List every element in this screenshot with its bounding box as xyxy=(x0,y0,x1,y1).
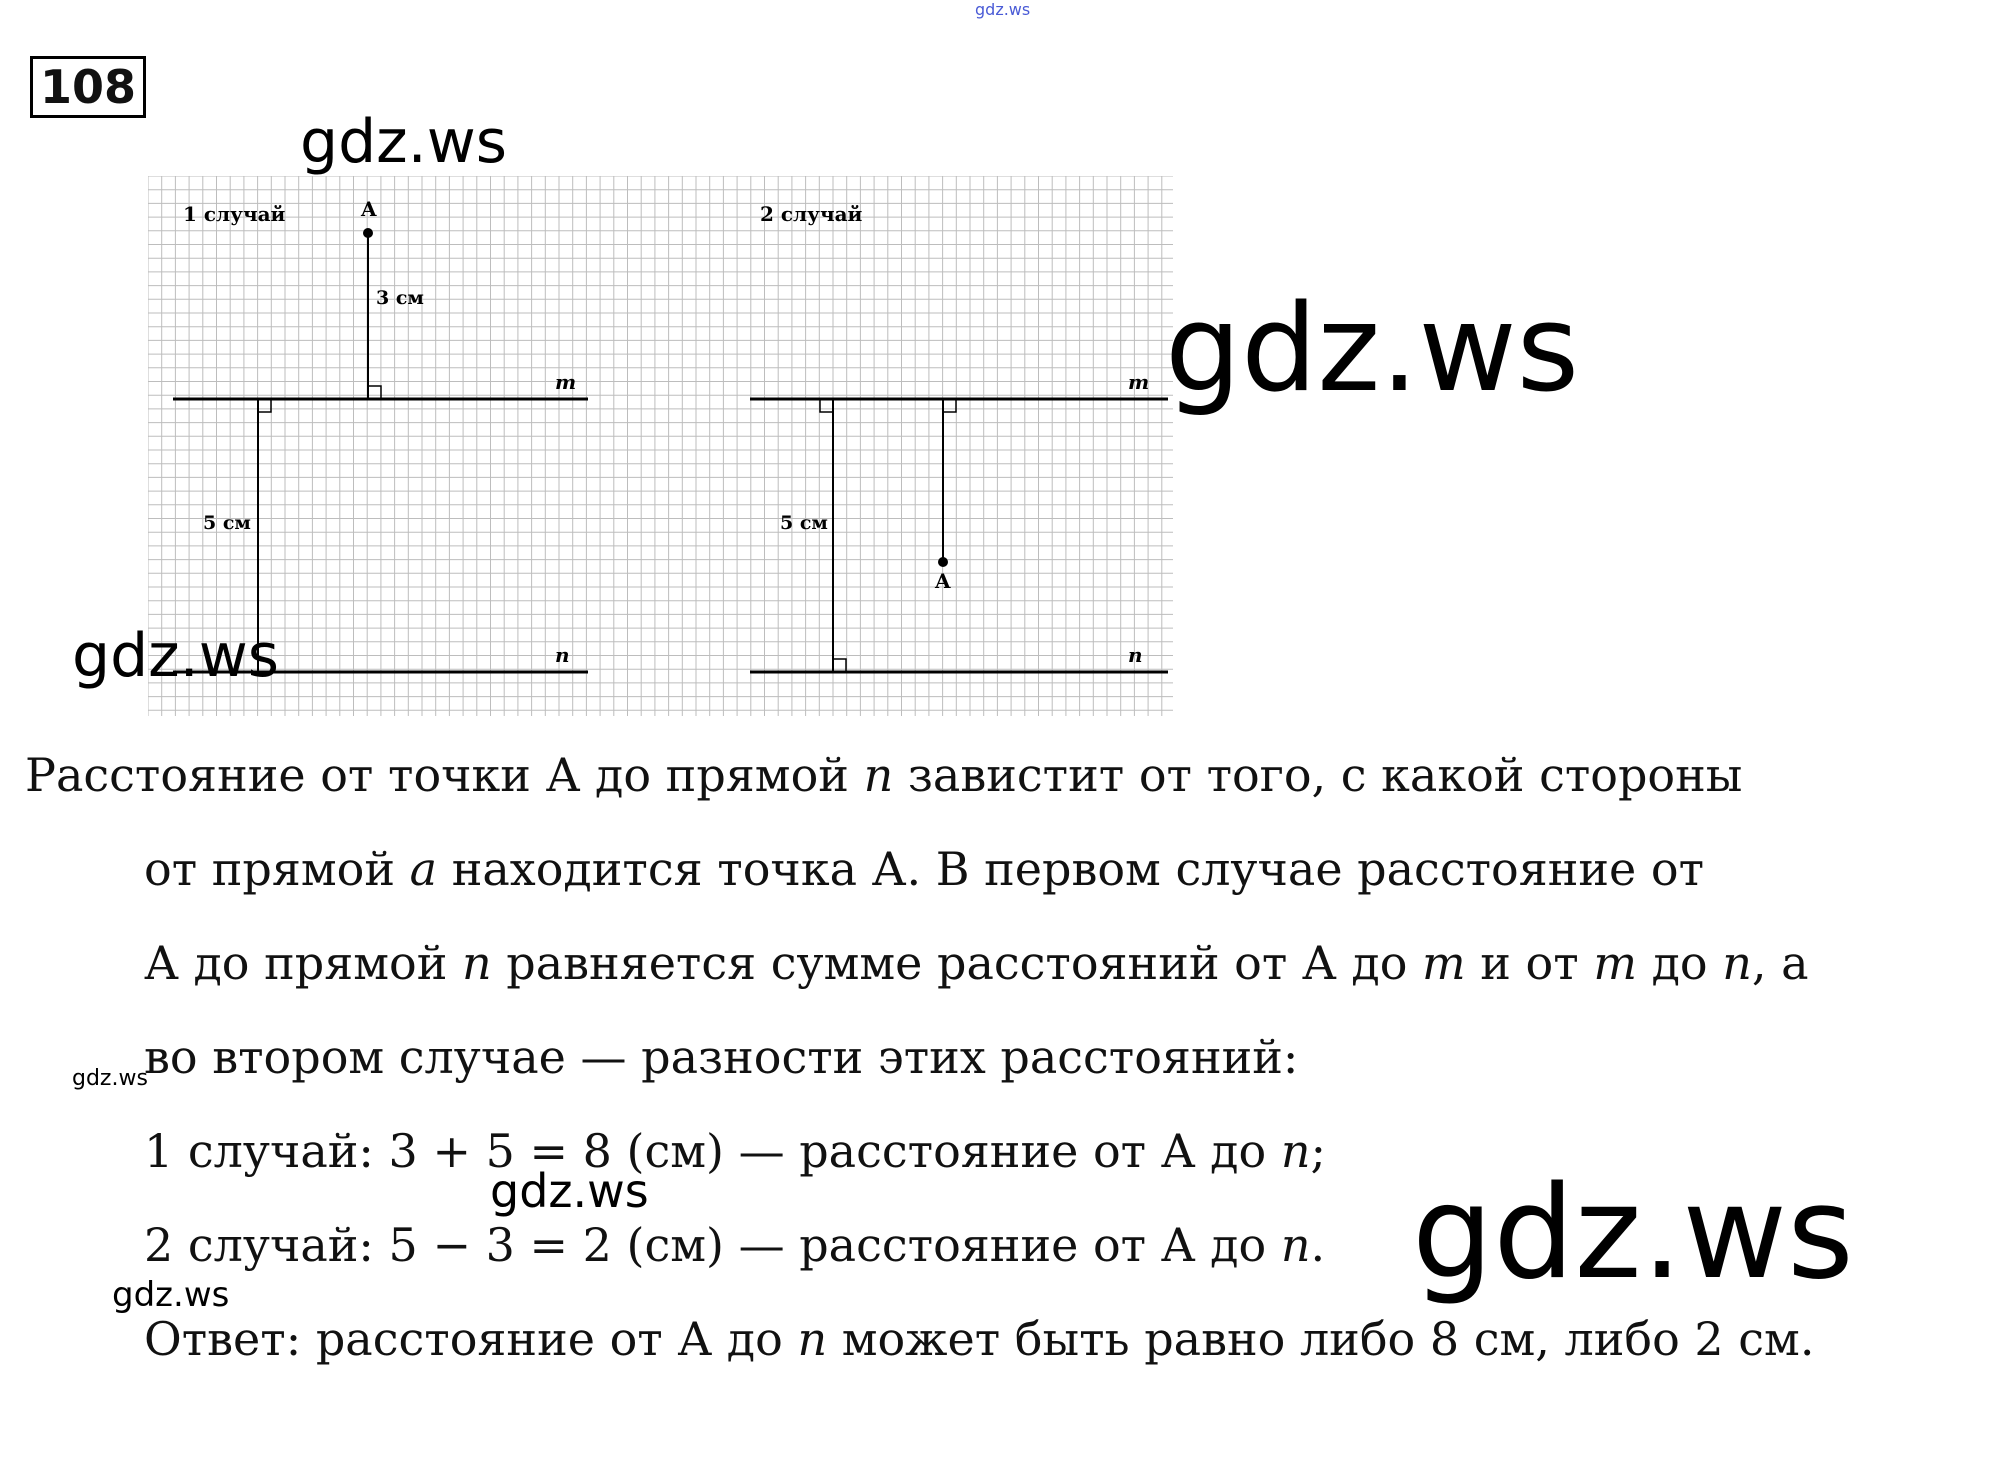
text-segment: Расстояние от точки А до прямой xyxy=(25,748,864,802)
case2-label-m: m xyxy=(1128,370,1150,394)
math-variable: n xyxy=(461,936,492,990)
math-variable: n xyxy=(1280,1218,1311,1272)
text-line xyxy=(25,748,1743,802)
watermark-large: gdz.ws xyxy=(300,107,508,177)
text-segment: во втором случае — разности этих расстояний: xyxy=(144,1030,1299,1084)
case2-title: 2 случай xyxy=(760,202,863,226)
case1-label-n: n xyxy=(555,643,570,667)
text-line xyxy=(144,842,1705,896)
case1-title: 1 случай xyxy=(183,202,286,226)
case1-right-angle-upper xyxy=(368,386,381,399)
case1-label-3cm: 3 см xyxy=(376,287,424,309)
text-segment: 2 случай: 5 − 3 = 2 (см) — расстояние от А до xyxy=(144,1218,1281,1272)
text-segment: и от xyxy=(1465,936,1594,990)
text-segment: , а xyxy=(1751,936,1809,990)
case2-right-angle-upper xyxy=(820,399,833,412)
text-segment: А до прямой xyxy=(144,936,462,990)
case1-label-5cm: 5 см xyxy=(203,512,251,534)
case1-label-a: A xyxy=(361,197,377,221)
case2-right-angle-lower xyxy=(833,659,846,672)
math-variable: m xyxy=(1593,936,1637,990)
text-segment: Ответ: расстояние от А до xyxy=(144,1312,798,1366)
case2-right-angle-a xyxy=(943,399,956,412)
text-segment: равняется сумме расстояний от А до xyxy=(491,936,1423,990)
watermark-large: gdz.ws xyxy=(72,621,280,691)
text-segment: . xyxy=(1310,1218,1326,1272)
case2-label-n: n xyxy=(1128,643,1143,667)
watermark-small: gdz.ws xyxy=(112,1275,230,1315)
watermark-large: gdz.ws xyxy=(1412,1159,1854,1308)
math-variable: n xyxy=(1280,1124,1311,1178)
case1-label-m: m xyxy=(555,370,577,394)
watermark-medium: gdz.ws xyxy=(490,1164,649,1218)
watermark-large: gdz.ws xyxy=(1165,280,1580,419)
case2-label-5cm: 5 см xyxy=(780,512,828,534)
problem-number: 108 xyxy=(30,56,146,118)
text-line xyxy=(144,1030,1299,1084)
math-variable: a xyxy=(409,842,438,896)
case1-right-angle-lower xyxy=(258,399,271,412)
case2-label-a: A xyxy=(935,569,951,593)
text-line xyxy=(144,1312,1815,1366)
text-segment: находится точка А. В первом случае расстояние от xyxy=(437,842,1705,896)
case2-point-a xyxy=(938,557,948,567)
text-line xyxy=(144,1124,1326,1178)
text-segment: ; xyxy=(1310,1124,1326,1178)
text-segment: до xyxy=(1636,936,1723,990)
case1-point-a xyxy=(363,228,373,238)
text-line xyxy=(144,1218,1326,1272)
math-variable: n xyxy=(863,748,894,802)
math-variable: m xyxy=(1422,936,1466,990)
math-variable: n xyxy=(1722,936,1752,990)
watermark-small: gdz.ws xyxy=(72,1066,148,1091)
grid-paper xyxy=(148,176,1173,716)
text-line xyxy=(144,936,1809,990)
text-segment: может быть равно либо 8 см, либо 2 см. xyxy=(827,1312,1815,1366)
text-segment: 1 случай: 3 + 5 = 8 (см) — расстояние от А до xyxy=(144,1124,1281,1178)
math-variable: n xyxy=(797,1312,828,1366)
geometry-figure xyxy=(148,176,1173,716)
watermark-top: gdz.ws xyxy=(975,0,1031,19)
text-segment: завистит от того, с какой стороны xyxy=(893,748,1743,802)
text-segment: от прямой xyxy=(144,842,410,896)
